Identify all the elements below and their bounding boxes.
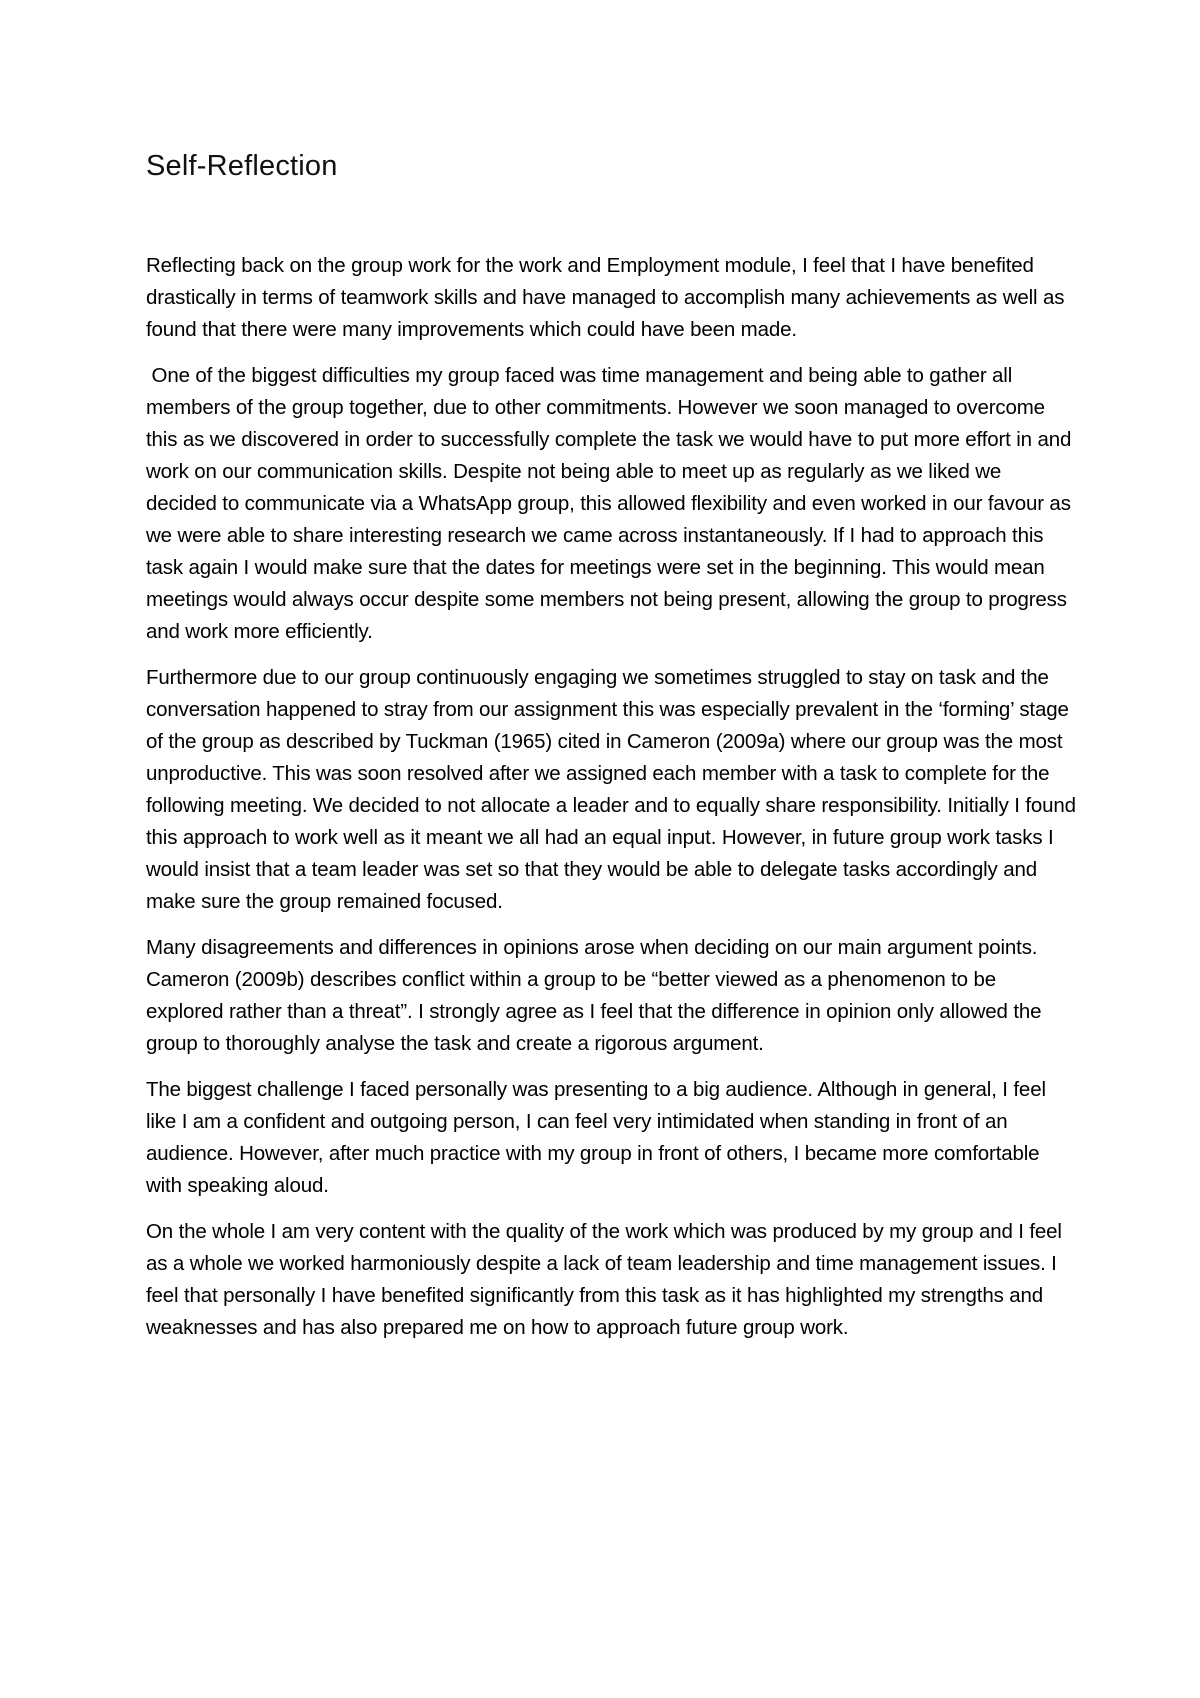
- paragraph-presenting: The biggest challenge I faced personally was presenting to a big audience. Although in general, I feel like I am a confident and outgoing person, I can feel very intimidated when standing in front of an audience. However, after much practice with my group in front of others, I became more comfortable with speaking aloud.: [146, 1078, 1052, 1197]
- document-body: [146, 250, 1082, 1358]
- paragraph-disagreements: Many disagreements and differences in opinions arose when deciding on our main argument points. Cameron (2009b) describes conflict within a group to be “better viewed as a phenomenon to be explored rather than a threat”. I strongly agree as I feel that the difference in opinion only allowed the group to thoroughly analyse the task and create a rigorous argument.: [146, 936, 1049, 1055]
- document-title: Self-Reflection: [146, 150, 338, 182]
- paragraph-intro: Reflecting back on the group work for the work and Employment module, I feel that I have benefited drastically in terms of teamwork skills and have managed to accomplish many achievements as well as found that there were many improvements which could have been made.: [146, 254, 1070, 341]
- paragraph-conclusion: On the whole I am very content with the quality of the work which was produced by my group and I feel as a whole we worked harmoniously despite a lack of team leadership and time management issues. I feel that personally I have benefited significantly from this task as it has highlighted my strengths and weaknesses and has also prepared me on how to approach future group work.: [146, 1220, 1068, 1339]
- paragraph-time-management: One of the biggest difficulties my group faced was time management and being able to gather all members of the group together, due to other commitments. However we soon managed to overcome this as we discovered in order to successfully complete the task we would have to put more effort in and work on our communication skills. Despite not being able to meet up as regularly as we liked we decided to communicate via a WhatsApp group, this allowed flexibility and even worked in our favour as we were able to share interesting research we came across instantaneously. If I had to approach this task again I would make sure that the dates for meetings were set in the beginning. This would mean meetings would always occur despite some members not being present, allowing the group to progress and work more efficiently.: [146, 364, 1077, 643]
- paragraph-staying-on-task: Furthermore due to our group continuously engaging we sometimes struggled to stay on task and the conversation happened to stray from our assignment this was especially prevalent in the ‘forming’ stage of the group as described by Tuckman (1965) cited in Cameron (2009a) where our group was the most unproductive. This was soon resolved after we assigned each member with a task to complete for the following meeting. We decided to not allocate a leader and to equally share responsibility. Initially I found this approach to work well as it meant we all had an equal input. However, in future group work tasks I would insist that a team leader was set so that they would be able to delegate tasks accordingly and make sure the group remained focused.: [146, 666, 1082, 913]
